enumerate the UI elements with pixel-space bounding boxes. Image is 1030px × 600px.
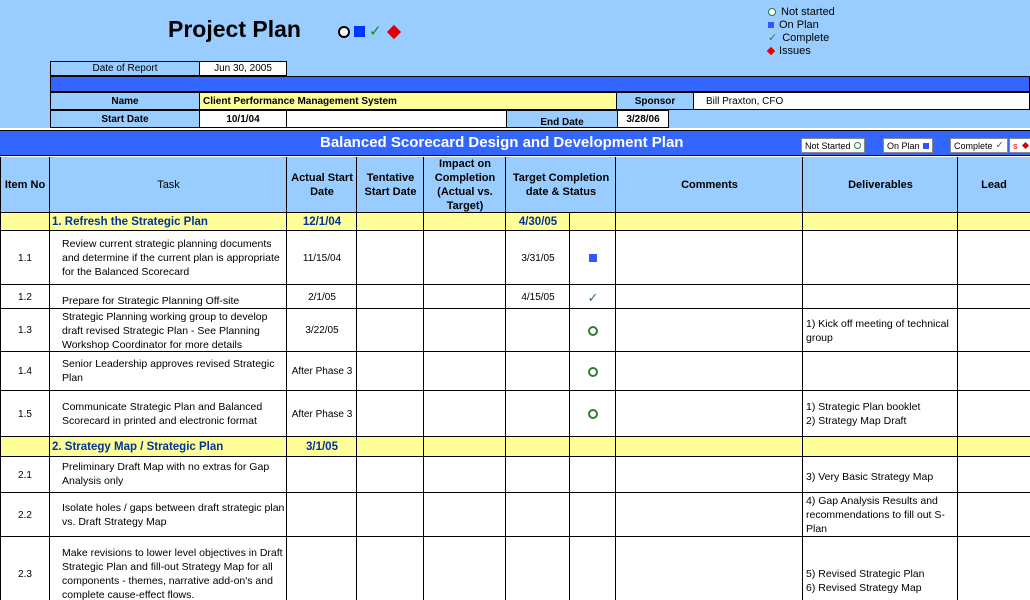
legend-issues (768, 45, 811, 57)
section-actual-start: 12/1/04 (302, 216, 342, 228)
actual-start: After Phase 3 (291, 366, 353, 377)
deliverables-text: 3) Very Basic Strategy Map (806, 471, 934, 483)
task-text: Senior Leadership approves revised Strategic Plan (62, 358, 275, 384)
button-label: s (1013, 140, 1018, 151)
col-impact: Impact on Completion (Actual vs. Target) (434, 158, 496, 212)
col-lead: Lead (981, 179, 1007, 191)
grid-line (0, 492, 1030, 493)
col-actual-start: Actual Start Date (291, 172, 353, 198)
page-title: Project Plan (168, 16, 301, 42)
on-plan-icon (589, 254, 597, 262)
grid-line (356, 157, 357, 600)
col-target: Target Completion date & Status (512, 172, 610, 198)
complete-icon: ✓ (369, 23, 382, 40)
actual-start: After Phase 3 (291, 408, 353, 420)
task-text: Strategic Planning working group to develop draft revised Strategic Plan - See Planning Workshop Coordinator for more details (62, 310, 268, 351)
on-plan-icon (768, 22, 774, 28)
grid-line (0, 536, 1030, 537)
legend-label: On Plan (779, 19, 819, 31)
name-label: Name (50, 92, 200, 110)
date-of-report-value[interactable]: Jun 30, 2005 (199, 61, 287, 76)
status-cell (570, 352, 616, 391)
legend-label: Not started (781, 6, 835, 18)
target-date: 4/15/05 (521, 291, 555, 303)
not-started-icon (588, 409, 598, 419)
deliverables-text: 5) Revised Strategic Plan 6) Revised Strategy Map (806, 568, 925, 594)
col-task: Task (157, 179, 180, 191)
complete-button[interactable] (950, 138, 1008, 153)
grid-line (0, 390, 1030, 391)
grid-line (957, 157, 958, 600)
grid-line (286, 157, 287, 600)
actual-start: 2/1/05 (308, 291, 336, 303)
grid-line (0, 284, 1030, 285)
item-no: 1.3 (18, 325, 32, 336)
item-no: 2.3 (18, 568, 32, 580)
section-actual-start: 3/1/05 (306, 441, 338, 453)
on-plan-icon (354, 26, 365, 37)
grid-line (0, 157, 1, 600)
issues-icon (767, 47, 775, 55)
grid-line (0, 351, 1030, 352)
grid-line (49, 157, 50, 600)
actual-start: 3/22/05 (305, 325, 339, 336)
button-label: Not Started (805, 140, 851, 151)
status-cell (570, 391, 616, 437)
sponsor-label: Sponsor (616, 92, 694, 110)
item-no: 2.2 (18, 509, 32, 521)
section-target: 4/30/05 (518, 216, 558, 228)
start-date-value[interactable]: 10/1/04 (199, 110, 287, 128)
task-text: Make revisions to lower level objectives in Draft Strategic Plan and fill-out Strategy Map for all components - themes, narrative add-on's and complete cause-effect flows. (62, 547, 283, 600)
complete-icon: ✓ (587, 289, 599, 305)
end-date-label: End Date (506, 110, 618, 128)
banner-title: Balanced Scorecard Design and Development Plan (320, 134, 684, 151)
status-cell (570, 231, 616, 285)
grid-line (423, 157, 424, 600)
grid-line (0, 456, 1030, 457)
grid-line (0, 436, 1030, 437)
col-item-no: Item No (4, 179, 46, 191)
not-started-icon (588, 367, 598, 377)
issues-icon (387, 24, 401, 38)
end-date-value[interactable]: 3/28/06 (617, 110, 669, 128)
not-started-icon (854, 142, 861, 149)
task-text: Preliminary Draft Map with no extras for Gap Analysis only (62, 461, 270, 487)
grid-line (569, 213, 570, 600)
grid-line (802, 157, 803, 600)
item-no: 2.1 (18, 469, 32, 481)
actual-start: 11/15/04 (302, 252, 342, 264)
grid-line (615, 157, 616, 600)
legend-complete (768, 32, 829, 44)
legend-label: Issues (779, 45, 811, 57)
task-text: Review current strategic planning documents and determine if the current plan is appropriate for the Balanced Scorecard (62, 238, 280, 278)
complete-icon: ✓ (768, 31, 778, 44)
grid-line (0, 308, 1030, 309)
not-started-icon (588, 326, 598, 336)
item-no: 1.5 (18, 408, 32, 420)
grid-line (0, 230, 1030, 231)
start-date-label: Start Date (50, 110, 200, 128)
section-title: 1. Refresh the Strategic Plan (52, 216, 208, 228)
issues-icon (1021, 142, 1028, 149)
deliverables-text: 1) Strategic Plan booklet 2) Strategy Map Draft (806, 401, 921, 427)
deliverables-text: 4) Gap Analysis Results and recommendations to fill out S-Plan (806, 495, 945, 535)
task-text: Communicate Strategic Plan and Balanced Scorecard in printed and electronic format (62, 401, 263, 427)
status-cell (570, 309, 616, 352)
button-label: Complete (954, 140, 993, 151)
legend-on-plan (768, 19, 819, 31)
button-label: On Plan (887, 140, 920, 151)
date-of-report-label: Date of Report (50, 61, 200, 76)
task-text: Prepare for Strategic Planning Off-site (62, 295, 240, 307)
on-plan-icon (923, 143, 929, 149)
target-date: 3/31/05 (521, 252, 555, 264)
blank-cell (286, 110, 507, 128)
col-deliverables: Deliverables (848, 179, 913, 191)
grid-line (505, 157, 506, 600)
col-tentative-start: Tentative Start Date (364, 172, 417, 198)
not-started-icon (338, 26, 350, 38)
on-plan-button[interactable] (883, 138, 933, 153)
item-no: 1.2 (18, 291, 32, 303)
item-no: 1.1 (18, 252, 32, 264)
legend-label: Complete (782, 32, 830, 44)
complete-icon: ✓ (995, 139, 1004, 151)
title-status-icons (338, 24, 399, 39)
col-comments: Comments (681, 179, 738, 191)
task-text: Isolate holes / gaps between draft strategic plan vs. Draft Strategy Map (62, 502, 285, 528)
name-value[interactable]: Client Performance Management System (199, 92, 617, 110)
grid-line (0, 212, 1030, 213)
status-cell (570, 285, 616, 309)
item-no: 1.4 (18, 366, 32, 377)
issues-button[interactable] (1009, 138, 1030, 153)
deliverables-text: 1) Kick off meeting of technical group (806, 317, 949, 344)
not-started-button[interactable] (801, 138, 865, 153)
sponsor-value[interactable]: Bill Praxton, CFO (693, 92, 1030, 110)
not-started-icon (768, 8, 776, 16)
legend-not-started (768, 6, 835, 18)
info-band (50, 76, 1030, 92)
section-title: 2. Strategy Map / Strategic Plan (52, 441, 224, 453)
